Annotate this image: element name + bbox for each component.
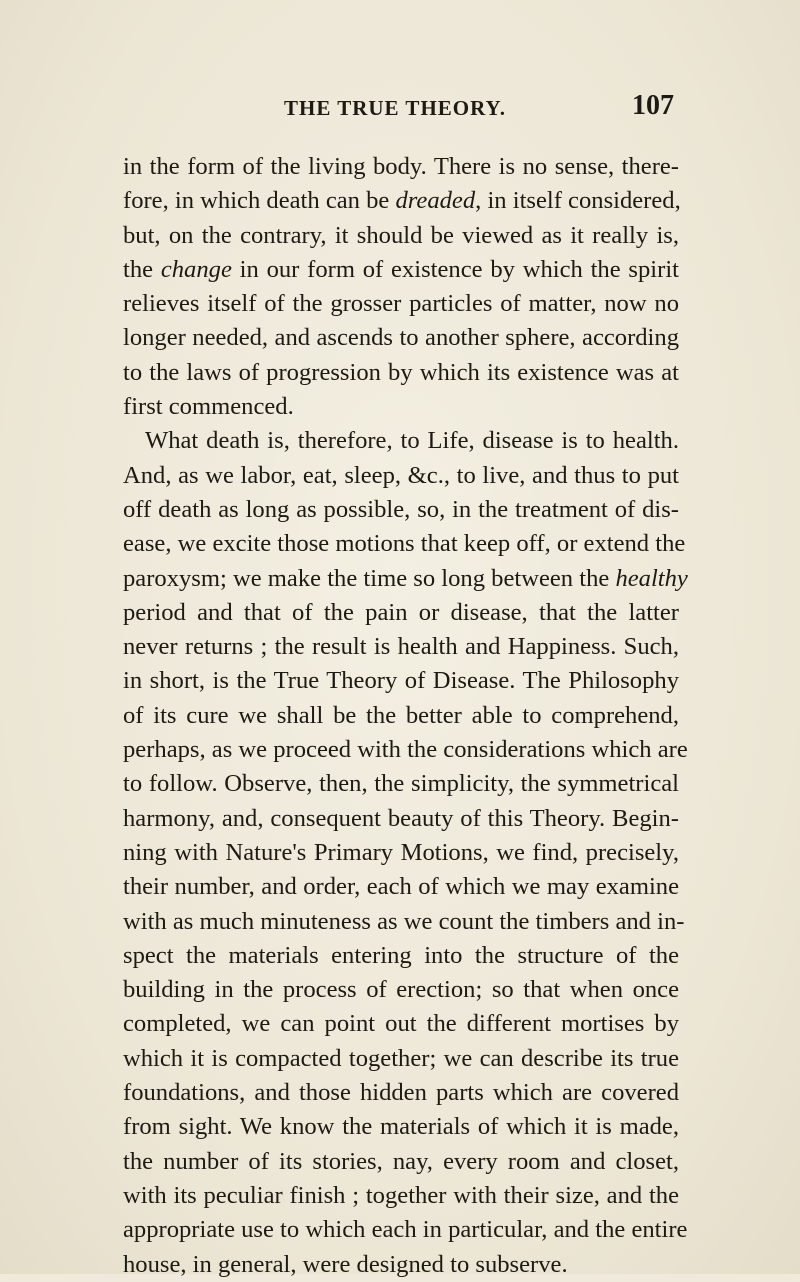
paragraph xyxy=(123,150,679,424)
body-text xyxy=(123,150,688,1282)
text-line: first commenced. xyxy=(123,393,294,421)
text-line: with its peculiar finish ; together with their size, and the xyxy=(123,1181,679,1209)
text-line: their number, and order, each of which we may examine xyxy=(123,873,679,901)
text-line: building in the process of erection; so that when once xyxy=(123,976,679,1004)
running-title: THE TRUE THEORY. xyxy=(284,96,507,120)
text-line: appropriate use to which each in particular, and the entire xyxy=(123,1216,688,1244)
text-line: And, as we labor, eat, sleep, &c., to live, and thus to put xyxy=(123,461,679,489)
text-line: with as much minuteness as we count the timbers and in- xyxy=(123,907,685,935)
text-line: the number of its stories, nay, every room and closet, xyxy=(123,1147,679,1175)
text-line: house, in general, were designed to subserve. xyxy=(123,1250,568,1278)
text-line: harmony, and, consequent beauty of this Theory. Begin- xyxy=(123,804,679,832)
text-line: spect the materials entering into the structure of the xyxy=(123,941,679,969)
text-line: which it is compacted together; we can describe its true xyxy=(123,1044,679,1072)
text-line: perhaps, as we proceed with the considerations which are xyxy=(123,736,688,764)
text-line: in short, is the True Theory of Disease. The Philosophy xyxy=(123,667,679,695)
italic-word: dreaded xyxy=(395,187,476,215)
text-line: the change in our form of existence by which the spirit xyxy=(123,255,679,283)
text-line: but, on the contrary, it should be viewed as it really is, xyxy=(123,221,679,249)
text-line: of its cure we shall be the better able to comprehend, xyxy=(123,701,679,729)
text-line: in the form of the living body. There is no sense, there- xyxy=(123,153,679,180)
text-line: ning with Nature's Primary Motions, we find, precisely, xyxy=(123,838,679,866)
text-line: foundations, and those hidden parts which are covered xyxy=(123,1079,679,1107)
text-line: off death as long as possible, so, in the treatment of dis- xyxy=(123,495,679,523)
page-number: 107 xyxy=(632,90,674,121)
text-line: completed, we can point out the different mortises by xyxy=(123,1010,679,1038)
text-line: relieves itself of the grosser particles of matter, now no xyxy=(123,290,679,318)
paragraph xyxy=(123,424,688,1281)
text-line: never returns ; the result is health and Happiness. Such, xyxy=(123,633,679,661)
text-line: What death is, therefore, to Life, disease is to health. xyxy=(145,427,679,455)
text-line: ease, we excite those motions that keep off, or extend the xyxy=(123,530,686,558)
text-line: paroxysm; we make the time so long between the healthy xyxy=(123,564,688,592)
text-line: to the laws of progression by which its existence was at xyxy=(123,358,679,386)
italic-word: healthy xyxy=(615,564,688,592)
text-line: from sight. We know the materials of which it is made, xyxy=(123,1113,679,1141)
page-header xyxy=(120,90,680,130)
text-line: period and that of the pain or disease, that the latter xyxy=(123,598,679,626)
text-line: fore, in which death can be dreaded, in itself considered, xyxy=(123,187,681,215)
text-line: to follow. Observe, then, the simplicity, the symmetrical xyxy=(123,770,679,798)
italic-word: change xyxy=(160,255,232,283)
text-line: longer needed, and ascends to another sphere, according xyxy=(123,324,679,352)
